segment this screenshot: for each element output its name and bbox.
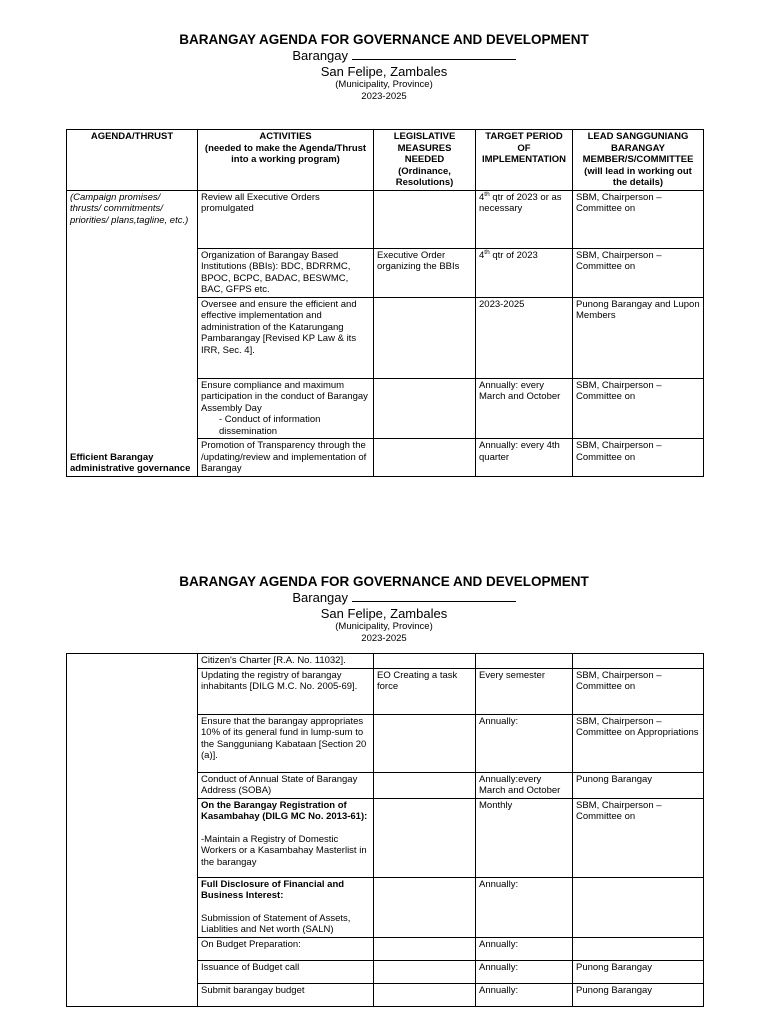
barangay-blank <box>352 48 516 60</box>
period-2: 2023-2025 <box>361 633 407 644</box>
period-cell: 2023-2025 <box>476 297 573 378</box>
measure-cell <box>374 439 476 477</box>
activity-cell: On Budget Preparation: <box>198 937 374 960</box>
activity-cell: Full Disclosure of Financial and Business Interest: Submission of Statement of Assets, Liablities and Net worth (SALN) <box>198 877 374 937</box>
location-note: (Municipality, Province) <box>335 79 433 90</box>
period-cell: 4th qtr of 2023 <box>476 248 573 297</box>
measure-cell <box>374 798 476 877</box>
period-cell: Annually: every 4th quarter <box>476 439 573 477</box>
barangay-line <box>0 48 768 63</box>
lead-cell: SBM, Chairperson – Committee on <box>573 439 704 477</box>
measure-cell <box>374 983 476 1006</box>
col-activities-header: ACTIVITIES (needed to make the Agenda/Thrust into a working program) <box>198 130 374 191</box>
location-note-2: (Municipality, Province) <box>335 621 433 632</box>
agenda-table-page2 <box>66 653 704 1007</box>
activity-cell: Conduct of Annual State of Barangay Address (SOBA) <box>198 772 374 798</box>
agenda-cell <box>67 190 198 476</box>
activity-cell: Updating the registry of barangay inhabitants [DILG M.C. No. 2005-69]. <box>198 668 374 714</box>
lead-cell: SBM, Chairperson – Committee on <box>573 248 704 297</box>
period-cell: Annually: every March and October <box>476 378 573 439</box>
period-cell: Annually: <box>476 877 573 937</box>
lead-cell <box>573 654 704 669</box>
period-cell: Every semester <box>476 668 573 714</box>
col-measures-header: LEGISLATIVE MEASURES NEEDED (Ordinance, Resolutions) <box>374 130 476 191</box>
agenda-cell <box>67 654 198 1007</box>
activity-cell: Promotion of Transparency through the /updating/review and implementation of Barangay <box>198 439 374 477</box>
period-cell: Annually:every March and October <box>476 772 573 798</box>
lead-cell: Punong Barangay <box>573 960 704 983</box>
lead-cell: Punong Barangay <box>573 983 704 1006</box>
measure-cell: Executive Order organizing the BBIs <box>374 248 476 297</box>
measure-cell: EO Creating a task force <box>374 668 476 714</box>
barangay-label: Barangay <box>292 48 349 63</box>
measure-cell <box>374 190 476 248</box>
period-cell: Monthly <box>476 798 573 877</box>
period-cell: 4th qtr of 2023 or as necessary <box>476 190 573 248</box>
activity-cell: Ensure compliance and maximum participation in the conduct of Barangay Assembly Day - Conduct of information dissemination <box>198 378 374 439</box>
col-agenda-header: AGENDA/THRUST <box>67 130 198 191</box>
lead-cell: SBM, Chairperson – Committee on <box>573 798 704 877</box>
activity-cell: Citizen's Charter [R.A. No. 11032]. <box>198 654 374 669</box>
location: San Felipe, Zambales <box>320 64 448 79</box>
measure-cell <box>374 960 476 983</box>
barangay-blank <box>352 590 516 602</box>
agenda-title: Efficient Barangay administrative governance <box>70 451 191 474</box>
barangay-label: Barangay <box>292 590 349 605</box>
table-header-row <box>67 130 704 191</box>
col-lead-header: LEAD SANGGUNIANG BARANGAY MEMBER/S/COMMITTEE (will lead in working out the details) <box>573 130 704 191</box>
lead-cell: SBM, Chairperson – Committee on <box>573 378 704 439</box>
measure-cell <box>374 937 476 960</box>
measure-cell <box>374 877 476 937</box>
lead-cell: SBM, Chairperson – Committee on <box>573 668 704 714</box>
activity-cell: On the Barangay Registration of Kasambahay (DILG MC No. 2013-61): -Maintain a Registry of Domestic Workers or a Kasambahay Masterlist in the barangay <box>198 798 374 877</box>
period-cell <box>476 654 573 669</box>
lead-cell: SBM, Chairperson – Committee on Appropriations <box>573 714 704 772</box>
measure-cell <box>374 772 476 798</box>
agenda-table-page1 <box>66 129 704 477</box>
barangay-line-2 <box>0 590 768 605</box>
activity-cell: Submit barangay budget <box>198 983 374 1006</box>
table-row <box>67 654 704 669</box>
lead-cell: SBM, Chairperson – Committee on <box>573 190 704 248</box>
activity-cell: Issuance of Budget call <box>198 960 374 983</box>
period-cell: Annually: <box>476 983 573 1006</box>
period-cell: Annually: <box>476 714 573 772</box>
location-2: San Felipe, Zambales <box>320 606 448 621</box>
period: 2023-2025 <box>361 91 407 102</box>
activity-cell: Organization of Barangay Based Institutions (BBIs): BDC, BDRRMC, BPOC, BCPC, BADAC, BESWMC, BAC, GFPS etc. <box>198 248 374 297</box>
measure-cell <box>374 297 476 378</box>
period-cell: Annually: <box>476 937 573 960</box>
agenda-note: (Campaign promises/ thrusts/ commitments/ priorities/ plans,tagline, etc.) <box>70 191 189 226</box>
page-title-2: BARANGAY AGENDA FOR GOVERNANCE AND DEVELOPMENT <box>179 574 589 589</box>
activity-cell: Oversee and ensure the efficient and effective implementation and administration of the Katarungang Pambarangay [Revised KP Law & its IRR, Sec. 4]. <box>198 297 374 378</box>
lead-cell: Punong Barangay <box>573 772 704 798</box>
lead-cell <box>573 877 704 937</box>
measure-cell <box>374 714 476 772</box>
measure-cell <box>374 654 476 669</box>
activity-cell: Ensure that the barangay appropriates 10% of its general fund in lump-sum to the Sangguniang Kabataan [Section 20 (a)]. <box>198 714 374 772</box>
measure-cell <box>374 378 476 439</box>
table-row <box>67 190 704 248</box>
col-period-header: TARGET PERIOD OF IMPLEMENTATION <box>476 130 573 191</box>
activity-cell: Review all Executive Orders promulgated <box>198 190 374 248</box>
period-cell: Annually: <box>476 960 573 983</box>
lead-cell: Punong Barangay and Lupon Members <box>573 297 704 378</box>
page-title: BARANGAY AGENDA FOR GOVERNANCE AND DEVELOPMENT <box>179 32 589 47</box>
lead-cell <box>573 937 704 960</box>
